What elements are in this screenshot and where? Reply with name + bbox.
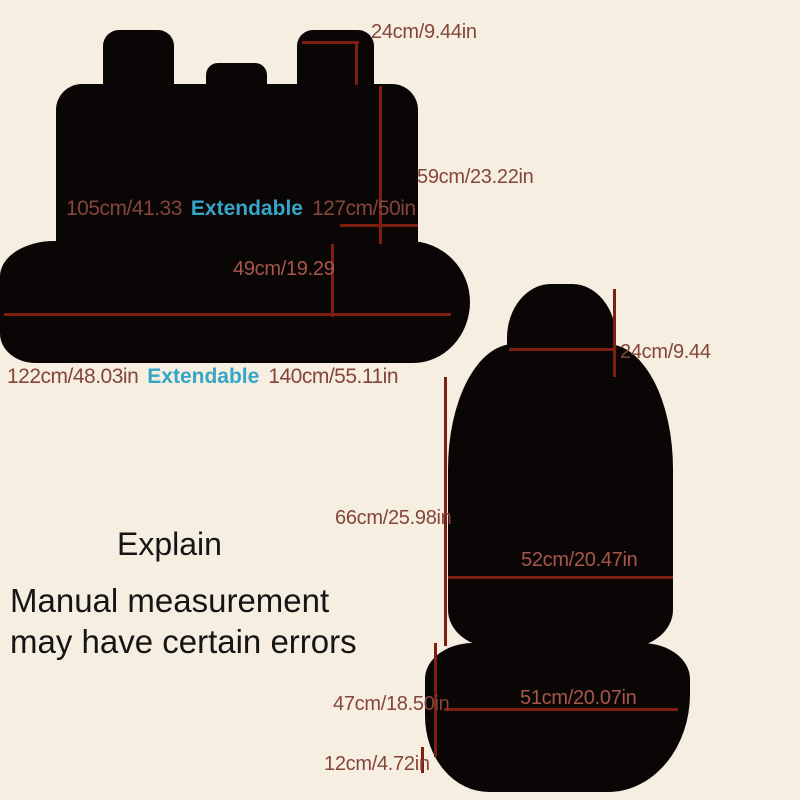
rear-bench-backrest	[56, 84, 418, 256]
front-seat-cushion	[425, 643, 690, 792]
rear-bottom-width-max-label: 140cm/55.11in	[268, 365, 399, 388]
rear-bottom-width-min-label: 122cm/48.03in	[7, 365, 139, 388]
note-line-1: Manual measurement	[10, 582, 330, 619]
front-cushion-depth-label: 47cm/18.50in	[333, 693, 450, 715]
dimension-line-rear-headrest-width	[302, 41, 359, 44]
dimension-line-rear-cushion-depth	[331, 244, 334, 317]
rear-width-row	[66, 197, 416, 221]
front-cushion-width-label: 51cm/20.07in	[520, 687, 637, 709]
front-back-width-label: 52cm/20.47in	[521, 549, 638, 571]
front-headrest-width-label: 24cm/9.44	[620, 341, 711, 363]
rear-cushion-depth-label: 49cm/19.29	[233, 258, 335, 280]
rear-headrest-width-label: 24cm/9.44in	[371, 21, 477, 43]
rear-bottom-width-extendable-label: Extendable	[147, 365, 260, 388]
rear-bottom-width-row	[7, 365, 398, 389]
note-body	[10, 580, 357, 662]
front-back-height-label: 66cm/25.98in	[335, 507, 452, 529]
dimension-line-front-headrest-height	[613, 289, 616, 377]
dimension-line-rear-headrest-drop	[355, 41, 358, 85]
rear-width-min-label: 105cm/41.33	[66, 197, 182, 220]
rear-width-extendable-label: Extendable	[190, 197, 303, 220]
front-side-height-label: 12cm/4.72in	[324, 753, 430, 775]
note-title: Explain	[117, 526, 222, 562]
rear-back-height-label: 59cm/23.22in	[417, 166, 534, 188]
front-seat-backrest	[448, 344, 673, 648]
dimension-line-front-headrest-width	[509, 348, 616, 351]
dimension-line-rear-cushion-width	[4, 313, 451, 316]
rear-width-max-label: 127cm/50in	[311, 197, 416, 220]
dimension-line-front-back-width	[448, 576, 673, 579]
note-line-2: may have certain errors	[10, 623, 357, 660]
dimension-line-rear-back-height-tick	[340, 224, 418, 227]
